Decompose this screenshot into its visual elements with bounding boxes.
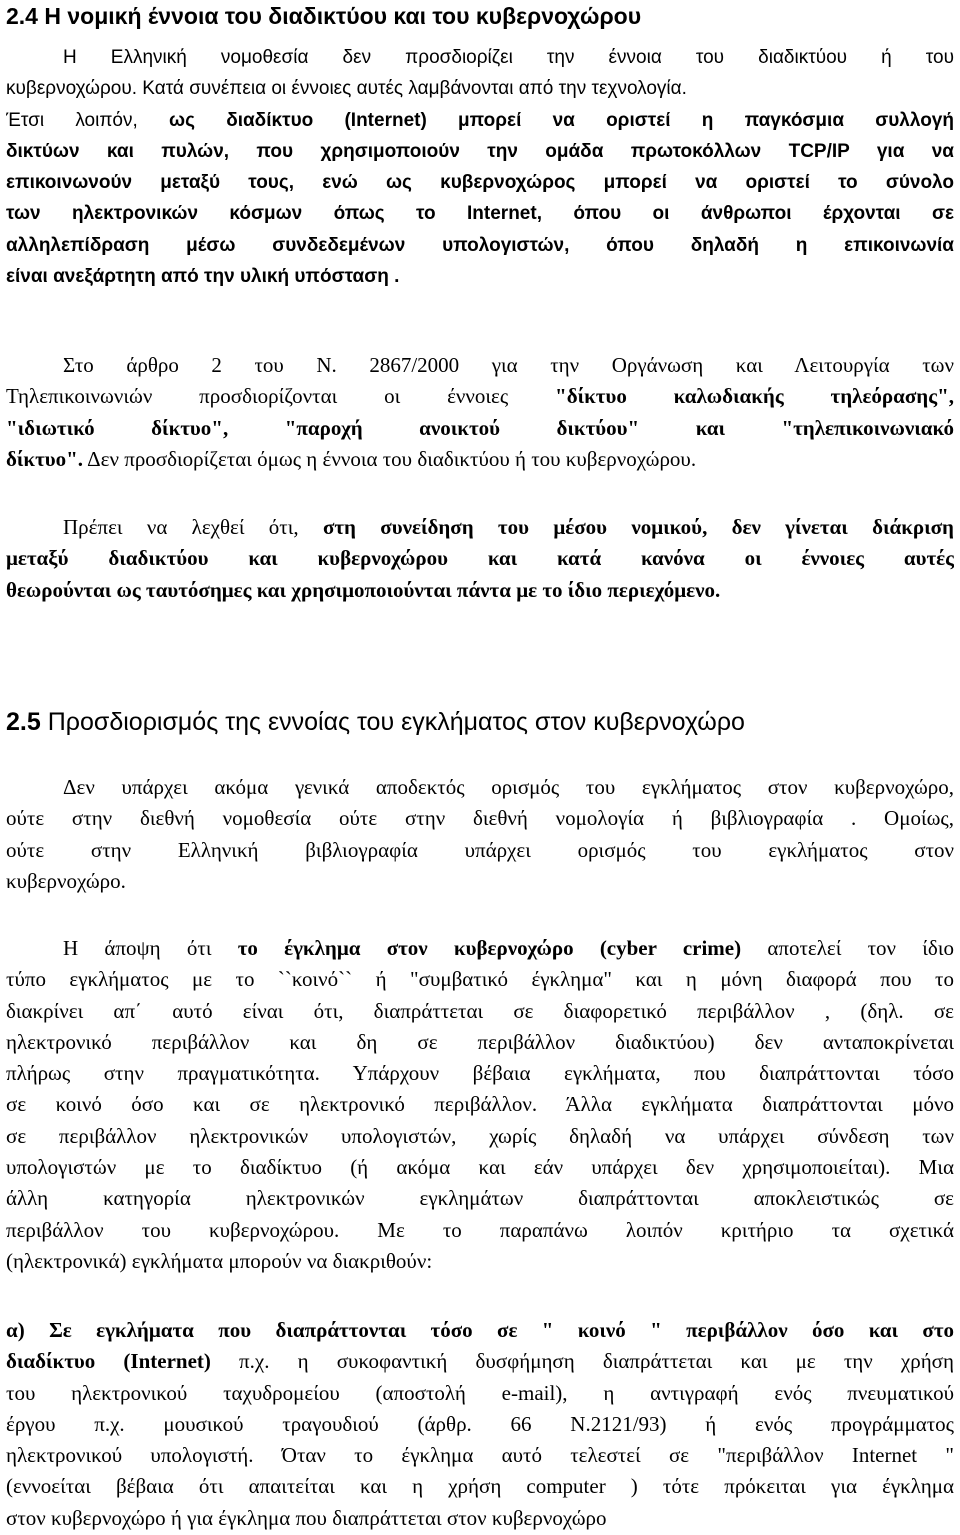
text-span: Πρέπει να λεχθεί ότι,	[63, 515, 323, 539]
bold-text-line: επικοινωνούν μεταξύ τους, ενώ ως κυβερνοχώρος μπορεί να οριστεί το σύνολο	[6, 172, 954, 194]
text-line: σε κοινό όσο και σε ηλεκτρονικό περιβάλλον. Άλλα εγκλήματα διαπράττονται μόνο	[6, 1092, 954, 1117]
section-heading-2-4: 2.4 Η νομική έννοια του διαδικτύου και του κυβερνοχώρου	[6, 3, 642, 29]
text-line: Η Ελληνική νομοθεσία δεν προσδιορίζει την έννοια του διαδικτύου ή του	[63, 47, 954, 68]
text-line	[6, 1346, 954, 1377]
bold-text-line: μεταξύ διαδικτύου και κυβερνοχώρου και κατά κανόνα οι έννοιες αυτές	[6, 546, 954, 571]
bold-text: στη συνείδηση του μέσου νομικού, δεν γίνεται διάκριση	[322, 515, 954, 539]
text-line: ούτε στην Ελληνική βιβλιογραφία υπάρχει ορισμός του εγκλήματος στον	[6, 837, 954, 862]
text-line: άλλη κατηγορία ηλεκτρονικών εγκλημάτων διαπράττονται αποκλειστικώς σε	[6, 1186, 954, 1211]
text-line	[6, 933, 954, 964]
text-span: αποτελεί τον ίδιο	[741, 936, 954, 960]
text-line: ούτε στην διεθνή νομοθεσία ούτε στην διεθνή νομολογία ή βιβλιογραφία . Ομοίως,	[6, 806, 954, 831]
text-line: (ηλεκτρονικά) εγκλήματα μπορούν να διακριθούν:	[6, 1248, 433, 1273]
text-span: π.χ. η συκοφαντική δυσφήμηση διαπράττεται και με την χρήση	[210, 1349, 954, 1374]
bold-text-line: "ιδιωτικό δίκτυο", "παροχή ανοικτού δικτύου" και "τηλεπικοινωνιακό	[6, 415, 954, 440]
text-span: Τηλεπικοινωνιών προσδιορίζονται οι έννοιες	[6, 384, 556, 409]
paragraph-no-definition	[6, 772, 954, 897]
text-line: Στο άρθρο 2 του Ν. 2867/2000 για την Οργάνωση και Λειτουργία των	[63, 353, 954, 377]
text-line: σε περιβάλλον ηλεκτρονικών υπολογιστών, χωρίς δηλαδή να υπάρχει σύνδεση των	[6, 1123, 954, 1148]
text-line: κυβερνοχώρο.	[6, 868, 126, 893]
section-heading-2-5	[6, 705, 745, 739]
bold-text: διαδίκτυο (Internet)	[6, 1349, 211, 1374]
text-line	[6, 512, 954, 543]
text-line	[6, 381, 954, 412]
text-span: Έτσι λοιπόν,	[6, 109, 170, 131]
text-line: πλήρως στην πραγματικότητα. Υπάρχουν βέβαια εγκλήματα, που διαπράττονται τόσο	[6, 1061, 954, 1086]
text-line: περιβάλλον του κυβερνοχώρου. Με το παραπάνω λοιπόν κριτήριο τα σχετικά	[6, 1217, 954, 1242]
paragraph-law-2867	[6, 350, 954, 475]
bold-text: ως διαδίκτυο (Internet) μπορεί να οριστεί η παγκόσμια συλλογή	[169, 109, 954, 131]
text-line: διακρίνει απ΄ αυτό είναι ότι, διαπράττεται σε διαφορετικό περιβάλλον , (δηλ. σε	[6, 998, 954, 1023]
text-line: κυβερνοχώρου. Κατά συνέπεια οι έννοιες αυτές λαμβάνονται από την τεχνολογία.	[6, 78, 687, 100]
text-line: ηλεκτρονικού υπολογιστή. Όταν το έγκλημα αυτό τελεστεί σε "περιβάλλον Internet "	[6, 1443, 954, 1468]
text-line: Δεν υπάρχει ακόμα γενικά αποδεκτός ορισμός του εγκλήματος στον κυβερνοχώρο,	[63, 775, 954, 799]
heading-text: Προσδιορισμός της εννοίας του εγκλήματος στον κυβερνοχώρο	[40, 708, 745, 736]
heading-number: 2.5	[6, 708, 41, 736]
bold-text-line: των ηλεκτρονικών κόσμων όπως το Internet, όπου οι άνθρωποι έρχονται σε	[6, 203, 954, 225]
text-line: (εννοείται βέβαια ότι απαιτείται και η χρήση computer ) τότε πρόκειται για έγκλημα	[6, 1474, 954, 1499]
paragraph-category-a	[6, 1315, 954, 1534]
text-line: ηλεκτρονικό περιβάλλον και δη σε περιβάλλον διαδικτύου) δεν ανταποκρίνεται	[6, 1029, 954, 1054]
text-line	[6, 105, 954, 136]
paragraph-legal-distinction	[6, 512, 954, 606]
bold-text-line: θεωρούνται ως ταυτόσημες και χρησιμοποιούνται πάντα με το ίδιο περιεχόμενο.	[6, 577, 721, 602]
text-span: Δεν προσδιορίζεται όμως η έννοια του διαδικτύου ή του κυβερνοχώρου.	[83, 446, 697, 471]
paragraph-internet-definition	[6, 42, 954, 292]
bold-text-line: είναι ανεξάρτητη από την υλική υπόσταση .	[6, 266, 400, 288]
bold-text-line: δικτύων και πυλών, που χρησιμοποιούν την ομάδα πρωτοκόλλων TCP/IP για να	[6, 140, 954, 162]
text-line	[6, 444, 954, 475]
bold-text-line: αλληλεπίδραση μέσω συνδεδεμένων υπολογιστών, όπου δηλαδή η επικοινωνία	[6, 234, 954, 256]
bold-text-line: α) Σε εγκλήματα που διαπράττονται τόσο σε " κοινό " περιβάλλον όσο και στο	[6, 1318, 954, 1342]
paragraph-cyber-crime-view	[6, 933, 954, 1277]
bold-text: δίκτυο".	[6, 446, 84, 471]
text-line: του ηλεκτρονικού ταχυδρομείου (αποστολή e-mail), η αντιγραφή ενός πνευματικού	[6, 1380, 954, 1405]
bold-text: το έγκλημα στον κυβερνοχώρο (cyber crime)	[237, 936, 742, 960]
text-line: στον κυβερνοχώρο ή για έγκλημα που διαπράττεται στον κυβερνοχώρο	[6, 1505, 607, 1530]
text-line: υπολογιστών με το διαδίκτυο (ή ακόμα και εάν υπάρχει δεν χρησιμοποιείται). Μια	[6, 1155, 954, 1180]
text-span: Η άποψη ότι	[63, 936, 238, 960]
text-line: έργου π.χ. μουσικού τραγουδιού (άρθρ. 66 Ν.2121/93) ή ενός προγράμματος	[6, 1411, 954, 1436]
bold-text: "δίκτυο καλωδιακής τηλεόρασης",	[555, 384, 954, 409]
text-line: τύπο εγκλήματος με το ``κοινό`` ή "συμβατικό έγκλημα" και η μόνη διαφορά που το	[6, 967, 954, 992]
